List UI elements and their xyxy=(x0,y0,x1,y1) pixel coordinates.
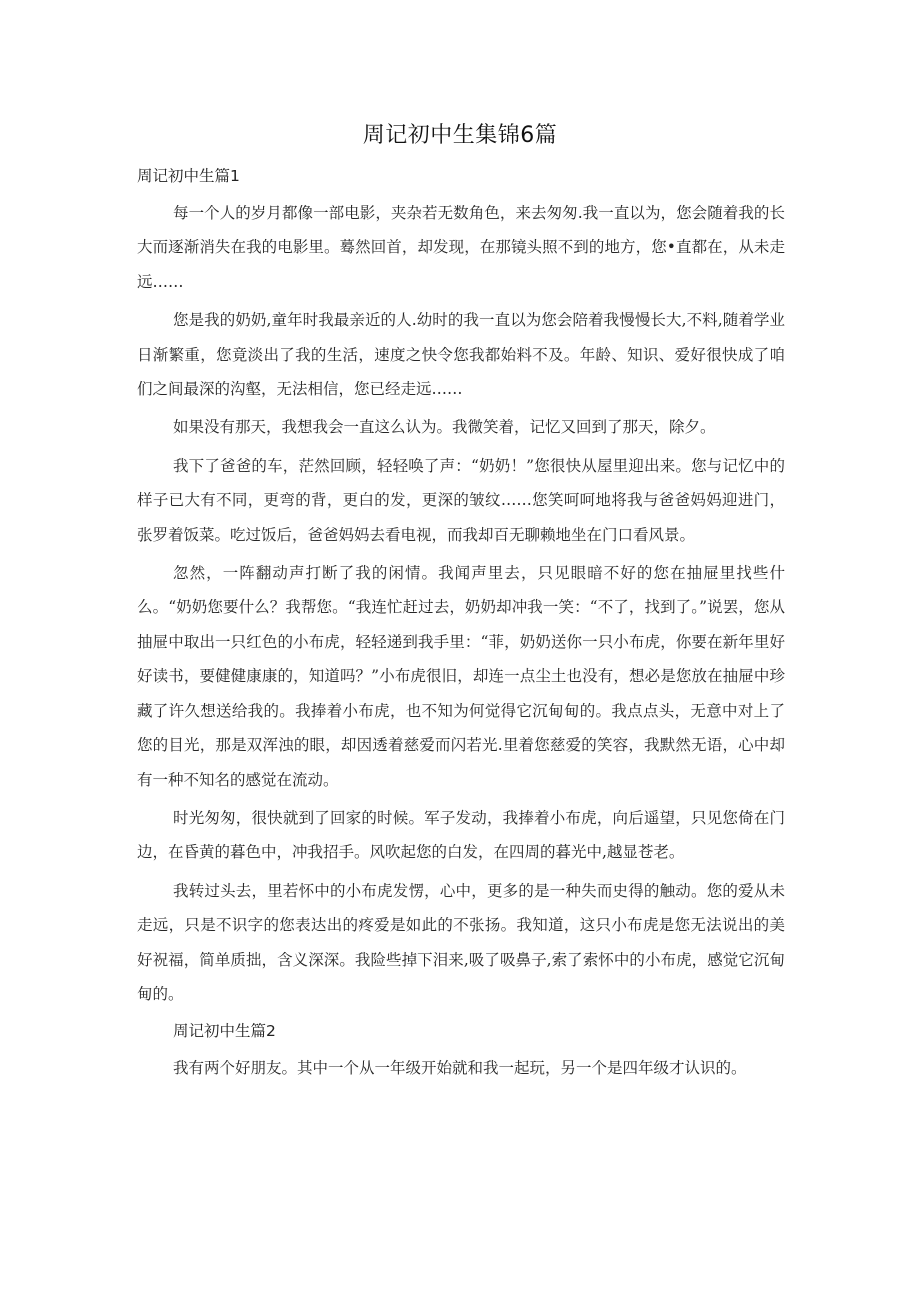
paragraph: 我有两个好朋友。其中一个从一年级开始就和我一起玩，另一个是四年级才认识的。 xyxy=(173,1059,747,1078)
page-title: 周记初中生集锦6篇 xyxy=(362,123,558,148)
paragraph: 每一个人的岁月都像一部电影，夹杂若无数角色，来去匆匆.我一直以为，您会随着我的长大而逐渐消失在我的电影里。蓦然回首，却发现，在那镜头照不到的地方，您•直都在，从未走远…… xyxy=(137,204,785,291)
paragraph: 时光匆匆，很快就到了回家的时候。军子发动，我捧着小布虎，向后遥望，只见您倚在门边，在昏黄的暮色中，冲我招手。风吹起您的白发，在四周的暮光中,越显苍老。 xyxy=(137,808,785,862)
section-heading-2: 周记初中生篇2 xyxy=(173,1022,276,1041)
section-heading-1: 周记初中生篇1 xyxy=(137,167,240,185)
paragraph: 我转过头去，里若怀中的小布虎发愣，心中，更多的是一种失而史得的触动。您的爱从未走远，只是不识字的您表达出的疼爱是如此的不张扬。我知道，这只小布虎是您无法说出的美好祝福，简单质拙，含义深深。我险些掉下泪来,吸了吸鼻子,索了索怀中的小布虎，感觉它沉甸甸的。 xyxy=(137,881,785,1003)
paragraph: 如果没有那天，我想我会一直这么认为。我微笑着，记忆又回到了那天，除夕。 xyxy=(173,418,716,437)
paragraph: 我下了爸爸的车，茫然回顾，轻轻唤了声：“奶奶！”您很快从屋里迎出来。您与记忆中的样子已大有不同，更弯的背，更白的发，更深的皱纹……您笑呵呵地将我与爸爸妈妈迎进门，张罗着饭菜。吃过饭后，爸爸妈妈去看电视，而我却百无聊赖地坐在门口看风景。 xyxy=(137,456,785,544)
document-body xyxy=(137,162,785,1090)
paragraph: 您是我的奶奶,童年时我最亲近的人.幼时的我一直以为您会陪着我慢慢长大,不料,随着学业日渐繁重，您竟淡出了我的生活，速度之快令您我都始料不及。年龄、知识、爱好很快成了咱们之间最深的沟壑，无法相信，您已经走远…… xyxy=(137,311,785,399)
paragraph: 忽然，一阵翻动声打断了我的闲情。我闻声里去，只见眼暗不好的您在抽屉里找些什么。“奶奶您要什么？我帮您。“我连忙赶过去，奶奶却冲我一笑：“不了，找到了。”说罢，您从抽屉中取出一只红色的小布虎，轻轻递到我手里：“菲，奶奶送你一只小布虎，你要在新年里好好读书，要健健康康的，知道吗？”小布虎很旧，却连一点尘土也没有，想必是您放在抽屉中珍藏了许久想送给我的。我捧着小布虎，也不知为何觉得它沉甸甸的。我点点头，无意中对上了您的目光，那是双浑浊的眼，却因透着慈爱而闪若光.里着您慈爱的笑容，我默然无语，心中却有一种不知名的感觉在流动。 xyxy=(137,564,785,789)
